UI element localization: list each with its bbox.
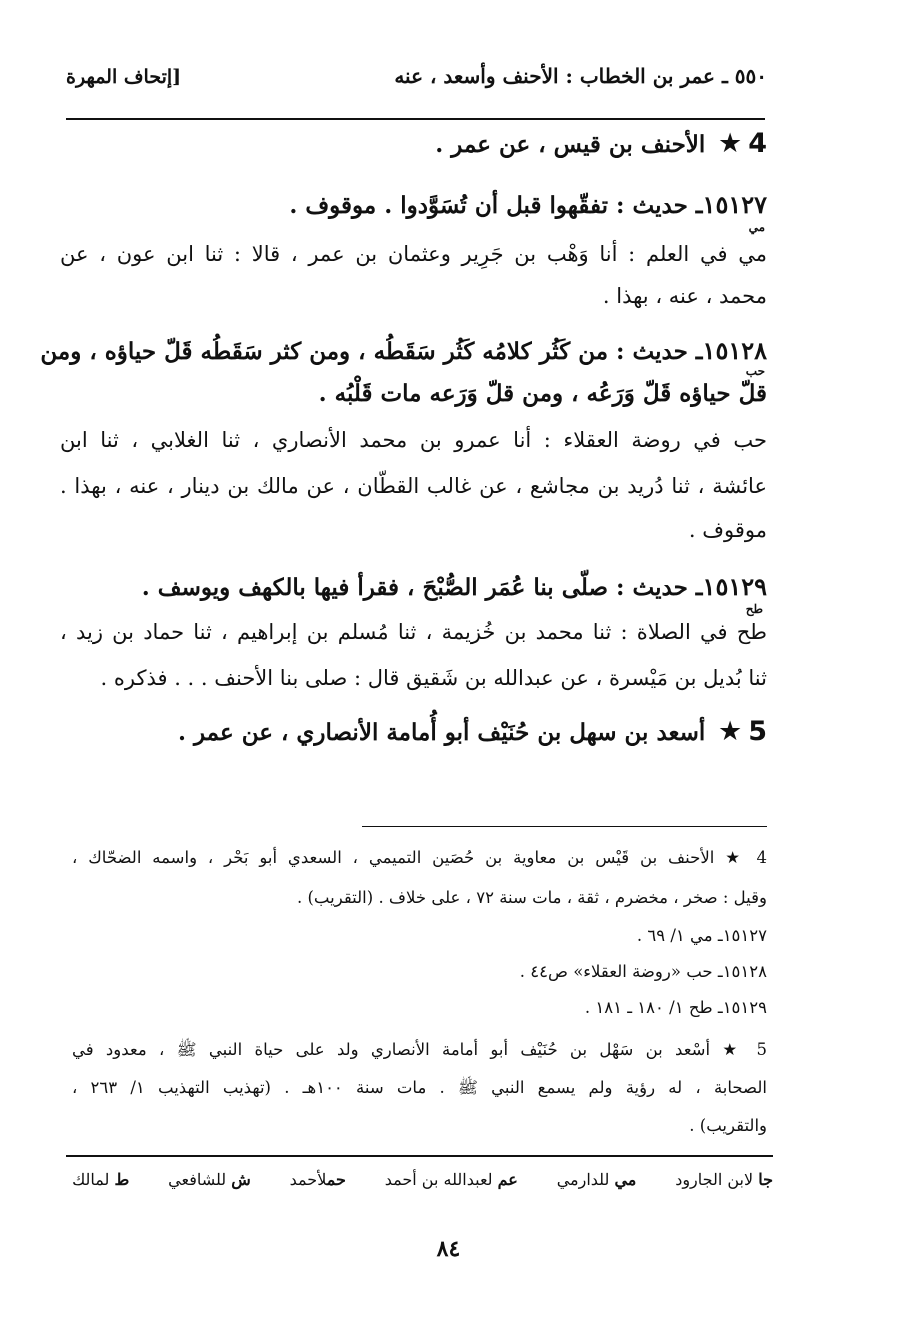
chain-line: طح في الصلاة : ثنا محمد بن خُزيمة ، ثنا مُسلم بن إبراهيم ، ثنا حماد بن زيد ،: [60, 620, 767, 644]
chain-line: ثنا بُديل بن مَيْسرة ، عن عبدالله بن شَقيق قال : صلى بنا الأحنف . . . فذكره .: [100, 666, 767, 690]
source-tag: حب: [745, 364, 765, 378]
legend-item: ش للشافعي: [168, 1170, 251, 1189]
chain-line: مي في العلم : أنا وَهْب بن جَرِير وعثمان بن عمر ، قالا : ثنا ابن عون ، عن: [60, 242, 767, 266]
hadith-15128-heading: [40, 336, 767, 365]
footnote-divider: [362, 826, 767, 827]
hadith-text: ـ حديث : من كَثُر كلامُه كَثُر سَقَطُه ، ومن كثر سَقَطُه قَلّ حياؤه ، ومن: [40, 338, 703, 365]
footnote-ref: ١٥١٢٩ـ طح ١/ ١٨٠ ـ ١٨١ .: [584, 998, 767, 1017]
chain-line: موقوف .: [688, 518, 767, 542]
section-title: الأحنف بن قيس ، عن عمر .: [435, 131, 706, 158]
section-title: أسعد بن سهل بن حُنَيْف أبو أُمامة الأنصاري ، عن عمر .: [177, 719, 706, 746]
hadith-number: ١٥١٢٧: [702, 190, 767, 219]
header-chapter-title: ٥٥٠ ـ عمر بن الخطاب : الأحنف وأسعد ، عنه: [394, 64, 767, 88]
hadith-number: ١٥١٢٩: [702, 572, 767, 601]
hadith-15129-heading: [60, 572, 767, 601]
legend-item: جا لابن الجارود: [675, 1170, 773, 1189]
hadith-15127-heading: [60, 190, 767, 219]
star-icon: ★: [717, 716, 743, 747]
legend-item: حملأحمد: [289, 1170, 346, 1189]
footnote-line: والتقريب) .: [689, 1116, 767, 1135]
header-book-title: [إتحاف المهرة: [66, 66, 182, 88]
section-number: 4: [748, 128, 767, 159]
footnote-ref: ١٥١٢٧ـ مي ١/ ٦٩ .: [636, 926, 767, 945]
footnote-line: 4 ★ الأحنف بن قَيْس بن معاوية بن حُصَين التميمي ، السعدي أبو بَحْر ، واسمه الضحّاك ،: [72, 848, 767, 867]
section-4-heading: [60, 128, 767, 159]
chain-line: محمد ، عنه ، بهذا .: [602, 284, 767, 308]
section-number: 5: [748, 716, 767, 747]
hadith-text-continued: قلّ حياؤه قَلّ وَرَعُه ، ومن قلّ وَرَعه مات قَلْبُه .: [318, 380, 767, 407]
chain-line: حب في روضة العقلاء : أنا عمرو بن محمد الأنصاري ، ثنا الغلابي ، ثنا ابن: [60, 428, 767, 452]
hadith-text: ـ حديث : صلّى بنا عُمَر الصُّبْحَ ، فقرأ فيها بالكهف ويوسف .: [141, 574, 703, 601]
source-tag: طح: [745, 602, 763, 616]
source-tag: مي: [748, 220, 765, 234]
footnote-line: الصحابة ، له رؤية ولم يسمع النبي ﷺ . مات سنة ١٠٠هـ . (تهذيب التهذيب ١/ ٢٦٣ ،: [72, 1078, 767, 1097]
header-divider: [66, 118, 765, 120]
chain-line: عائشة ، ثنا دُريد بن مجاشع ، عن غالب القطّان ، عن مالك بن دينار ، عنه ، بهذا .: [60, 474, 767, 498]
footnote-ref: ١٥١٢٨ـ حب «روضة العقلاء» ص٤٤ .: [519, 962, 767, 981]
hadith-number: ١٥١٢٨: [702, 336, 767, 365]
footnote-line: وقيل : صخر ، مخضرم ، ثقة ، مات سنة ٧٢ ، على خلاف . (التقريب) .: [297, 888, 767, 907]
hadith-text: ـ حديث : تفقّهوا قبل أن تُسَوَّدوا . موقوف .: [289, 192, 703, 219]
section-5-heading: [60, 716, 767, 747]
footnote-line: 5 ★ أسْعد بن سَهْل بن حُنَيْف أبو أمامة الأنصاري ولد على حياة النبي ﷺ ، معدود في: [72, 1040, 767, 1059]
legend-item: ط لمالك: [72, 1170, 130, 1189]
legend-item: عم لعبدالله بن أحمد: [384, 1170, 518, 1189]
legend-item: مي للدارمي: [556, 1170, 637, 1189]
abbreviation-legend: [72, 1170, 773, 1189]
page-number: ٨٤: [436, 1236, 461, 1262]
legend-divider: [66, 1155, 773, 1157]
star-icon: ★: [717, 128, 743, 159]
